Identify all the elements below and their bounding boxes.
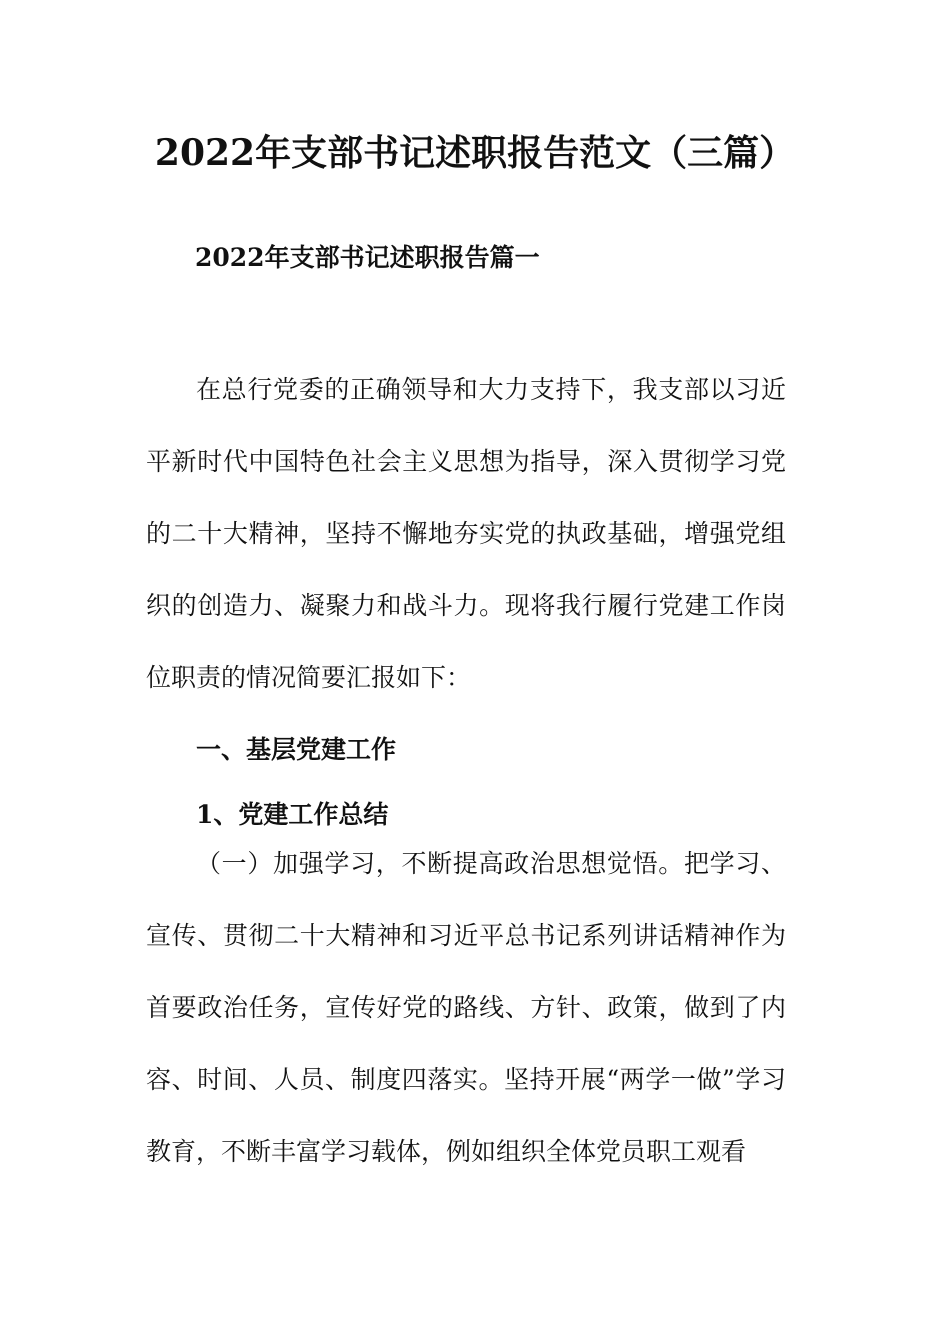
document-title: 2022年支部书记述职报告范文（三篇） — [154, 132, 796, 174]
heading-basic-party-building: 一、基层党建工作 — [196, 735, 397, 764]
section-title: 2022年支部书记述职报告篇一 — [195, 243, 540, 272]
intro-paragraph: 在总行党委的正确领导和大力支持下，我支部以习近平新时代中国特色社会主义思想为指导，深入贯彻学习党的二十大精神，坚持不懈地夯实党的执政基础，增强党组织的创造力、凝聚力和战斗力。现将我行履行党建工作岗位职责的情况简要汇报如下： — [146, 375, 786, 692]
heading-work-summary: 1、党建工作总结 — [196, 800, 389, 829]
body-paragraph: （一）加强学习，不断提高政治思想觉悟。把学习、宣传、贯彻二十大精神和习近平总书记系列讲话精神作为首要政治任务，宣传好党的路线、方针、政策，做到了内容、时间、人员、制度四落实。坚持开展“两学一做”学习教育，不断丰富学习载体，例如组织全体党员职工观看 — [146, 849, 786, 1166]
